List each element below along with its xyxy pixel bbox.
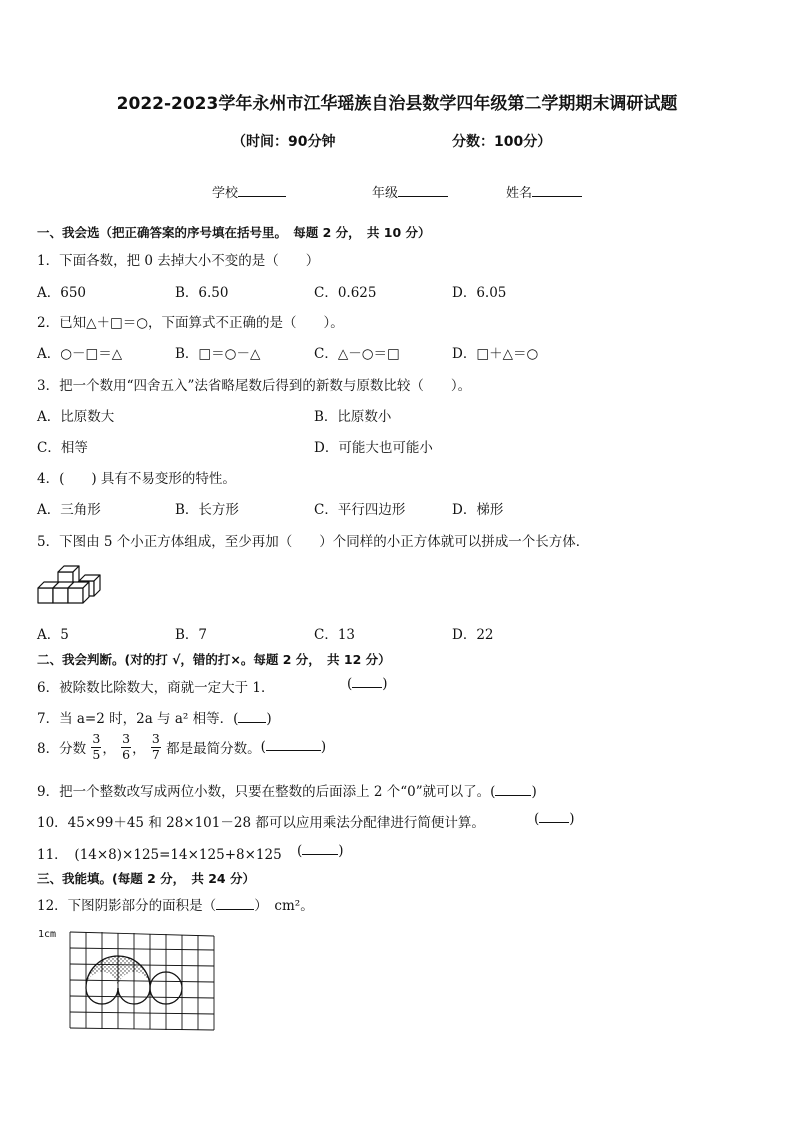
school-label: 学校 — [212, 186, 239, 201]
section3-heading: 三、我能填。(每题 2 分， 共 24 分） — [37, 871, 255, 886]
grade-field[interactable] — [372, 182, 448, 201]
q8-frac3-num: 3 — [151, 731, 160, 746]
question-5: 5．下图由 5 个小正方体组成，至少再加（ ）个同样的小正方体就可以拼成一个长方体． — [37, 534, 590, 550]
q4-option-d[interactable]: D．梯形 — [452, 502, 504, 518]
q2-option-c[interactable]: C．△－○＝□ — [314, 346, 400, 362]
q4-option-a[interactable]: A．三角形 — [37, 502, 101, 518]
q11-answer-blank[interactable]: ( ) — [297, 843, 344, 859]
grid-scale-label: 1cm — [38, 929, 57, 940]
q8-frac2-num: 3 — [122, 731, 131, 746]
question-1: 1．下面各数，把 0 去掉大小不变的是（ ） — [37, 253, 320, 269]
name-field[interactable] — [506, 182, 582, 201]
q8-fraction-2 — [121, 733, 131, 761]
question-11: 11． (14×8)×125=14×125+8×125 — [37, 847, 282, 863]
q8-frac1-den: 5 — [92, 746, 101, 762]
q2-option-a[interactable]: A．○－□＝△ — [37, 346, 123, 362]
grade-blank[interactable] — [398, 196, 448, 197]
q1-option-c[interactable]: C．0.625 — [314, 285, 377, 301]
section2-heading: 二、我会判断。(对的打 √，错的打×。每题 2 分， 共 12 分） — [37, 652, 391, 667]
exam-time: （时间：90分钟 — [232, 134, 336, 150]
q1-option-a[interactable]: A．650 — [37, 285, 87, 301]
question-10: 10．45×99＋45 和 28×101－28 都可以应用乘法分配律进行简便计算。 — [37, 815, 485, 831]
section1-heading: 一、我会选（把正确答案的序号填在括号里。 每题 2 分， 共 10 分） — [37, 225, 431, 240]
q5-option-b[interactable]: B．7 — [175, 627, 208, 643]
q8-frac1-num: 3 — [92, 731, 101, 746]
question-7: 7．当 a=2 时，2a 与 a² 相等．( ) — [37, 711, 272, 727]
q8-fraction-1 — [91, 733, 101, 761]
q2-option-d[interactable]: D．□＋△＝○ — [452, 346, 539, 362]
q7-answer-blank[interactable] — [238, 722, 266, 723]
cubes-figure — [36, 560, 102, 610]
q12-answer-blank[interactable] — [216, 909, 254, 910]
q3-option-c[interactable]: C．相等 — [37, 440, 88, 456]
shaded-area-grid — [64, 930, 220, 1034]
question-9: 9．把一个整数改写成两位小数，只要在整数的后面添上 2 个“0”就可以了。( ) — [37, 784, 537, 800]
q8-prefix: 8．分数 — [37, 741, 87, 757]
q4-option-c[interactable]: C．平行四边形 — [314, 502, 406, 518]
q9-text: 9．把一个整数改写成两位小数，只要在整数的后面添上 2 个“0”就可以了。 — [37, 784, 491, 800]
q1-option-d[interactable]: D．6.05 — [452, 285, 507, 301]
q10-answer-blank[interactable]: ( ) — [534, 811, 575, 827]
question-3: 3．把一个数用“四舍五入”法省略尾数后得到的新数与原数比较（ ）。 — [37, 378, 472, 394]
q8-suffix: 都是最简分数。 — [166, 741, 261, 757]
q7-text: 7．当 a=2 时，2a 与 a² 相等． — [37, 711, 234, 727]
q8-fraction-3 — [151, 733, 161, 761]
question-6: 6．被除数比除数大，商就一定大于 1． — [37, 680, 275, 696]
q5-option-a[interactable]: A．5 — [37, 627, 69, 643]
q12-unit: ） cm²。 — [254, 898, 314, 914]
q8-answer-blank[interactable] — [266, 750, 321, 751]
q8-frac3-den: 7 — [151, 746, 160, 762]
q2-option-b[interactable]: B．□＝○－△ — [175, 346, 261, 362]
question-4: 4．( ) 具有不易变形的特性。 — [37, 471, 236, 487]
q3-option-b[interactable]: B．比原数小 — [314, 409, 392, 425]
q9-answer-blank[interactable] — [495, 795, 531, 796]
name-blank[interactable] — [532, 196, 582, 197]
question-8: 8．分数 $\frac{3}{5}$ ， $\frac{3}{6}$ ， $\frac{3}{7}$ 都是最简分数。( ) — [37, 731, 327, 762]
q6-answer-blank[interactable]: ( ) — [347, 676, 388, 692]
name-label: 姓名 — [506, 186, 533, 201]
q8-frac2-den: 6 — [122, 746, 131, 762]
q4-option-b[interactable]: B．长方形 — [175, 502, 239, 518]
question-2: 2．已知△＋□＝○，下面算式不正确的是（ ）。 — [37, 315, 344, 331]
exam-score: 分数：100分） — [452, 134, 552, 150]
q3-option-d[interactable]: D．可能大也可能小 — [314, 440, 433, 456]
q5-option-d[interactable]: D．22 — [452, 627, 494, 643]
page-title: 2022-2023学年永州市江华瑶族自治县数学四年级第二学期期末调研试题 — [116, 94, 678, 114]
school-field[interactable] — [212, 182, 286, 201]
school-blank[interactable] — [238, 196, 286, 197]
q1-option-b[interactable]: B．6.50 — [175, 285, 229, 301]
grade-label: 年级 — [372, 186, 399, 201]
q12-text: 12．下图阴影部分的面积是（ — [37, 898, 217, 914]
question-12 — [37, 894, 314, 914]
q5-option-c[interactable]: C．13 — [314, 627, 356, 643]
q3-option-a[interactable]: A．比原数大 — [37, 409, 115, 425]
